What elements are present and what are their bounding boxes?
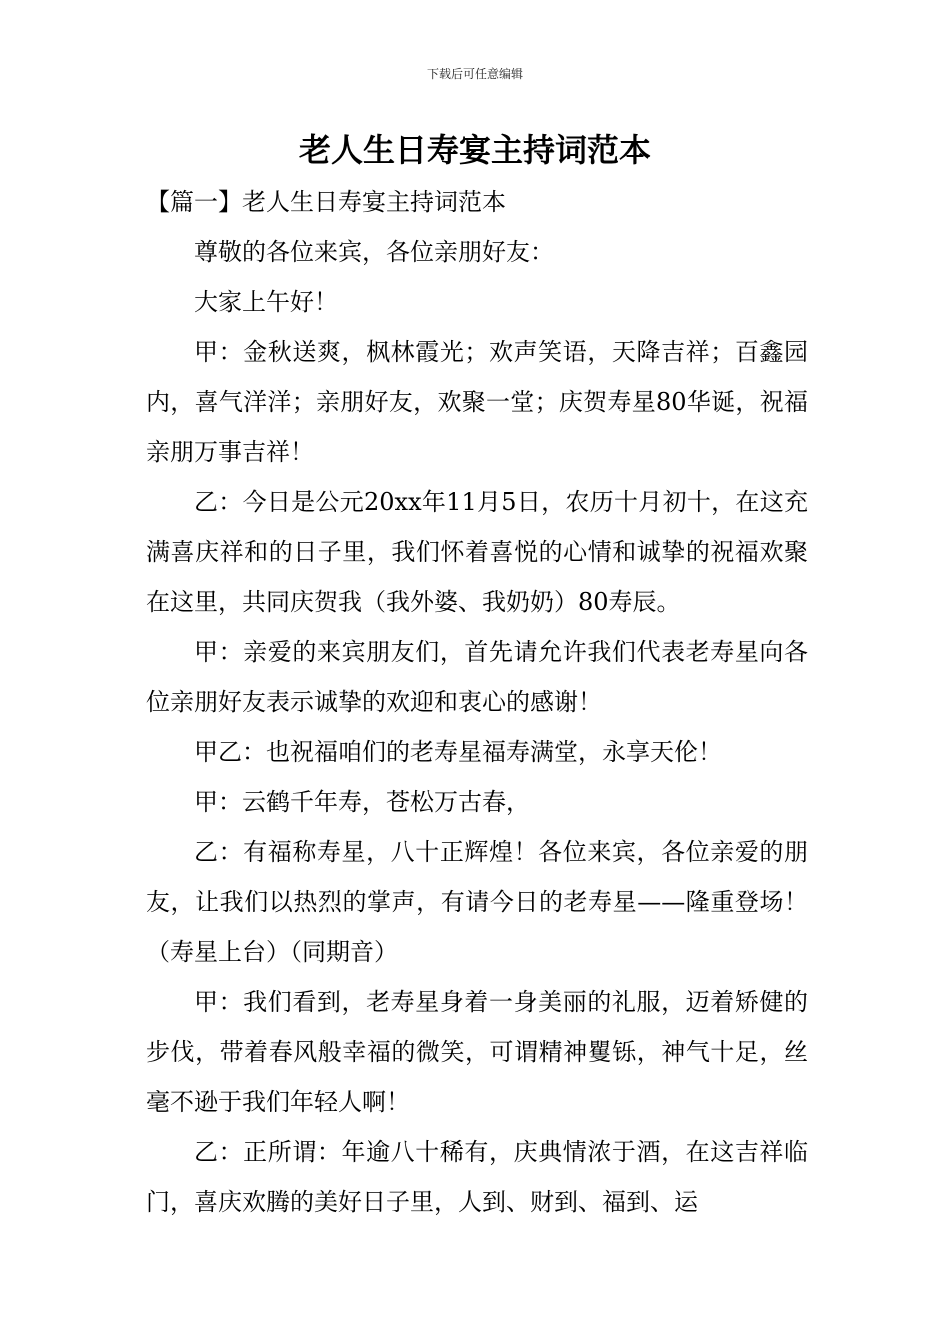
paragraph: 甲：云鹤千年寿，苍松万古春， [194, 788, 530, 816]
paragraph: 乙：今日是公元20xx年11月5日，农历十月初十，在这充满喜庆祥和的日子里，我们怀着喜悦的心情和诚挚的祝福欢聚在这里，共同庆贺我（我外婆、我奶奶）80寿辰。 [146, 488, 808, 616]
paragraph: 乙：正所谓：年逾八十稀有，庆典情浓于酒，在这吉祥临门，喜庆欢腾的美好日子里，人到、财到、福到、运 [146, 1138, 808, 1216]
section-heading: 【篇一】老人生日寿宴主持词范本 [146, 188, 506, 216]
paragraph-good-morning: 大家上午好！ [194, 288, 338, 316]
document-body [146, 177, 808, 1227]
paragraph-greeting: 尊敬的各位来宾，各位亲朋好友： [194, 238, 554, 266]
paragraph: 甲：金秋送爽，枫林霞光；欢声笑语，天降吉祥；百鑫园内，喜气洋洋；亲朋好友，欢聚一堂；庆贺寿星80华诞，祝福亲朋万事吉祥！ [146, 338, 808, 466]
header-note: 下载后可任意编辑 [426, 67, 523, 81]
paragraph: 甲乙：也祝福咱们的老寿星福寿满堂，永享天伦！ [194, 738, 722, 766]
document-title: 老人生日寿宴主持词范本 [298, 131, 651, 169]
paragraph: 甲：我们看到，老寿星身着一身美丽的礼服，迈着矫健的步伐，带着春风般幸福的微笑，可谓精神矍铄，神气十足，丝毫不逊于我们年轻人啊！ [146, 988, 808, 1116]
paragraph: 乙：有福称寿星，八十正辉煌！各位来宾，各位亲爱的朋友，让我们以热烈的掌声，有请今日的老寿星——隆重登场！（寿星上台）（同期音） [146, 838, 808, 966]
paragraph: 甲：亲爱的来宾朋友们，首先请允许我们代表老寿星向各位亲朋好友表示诚挚的欢迎和衷心的感谢！ [146, 638, 808, 716]
